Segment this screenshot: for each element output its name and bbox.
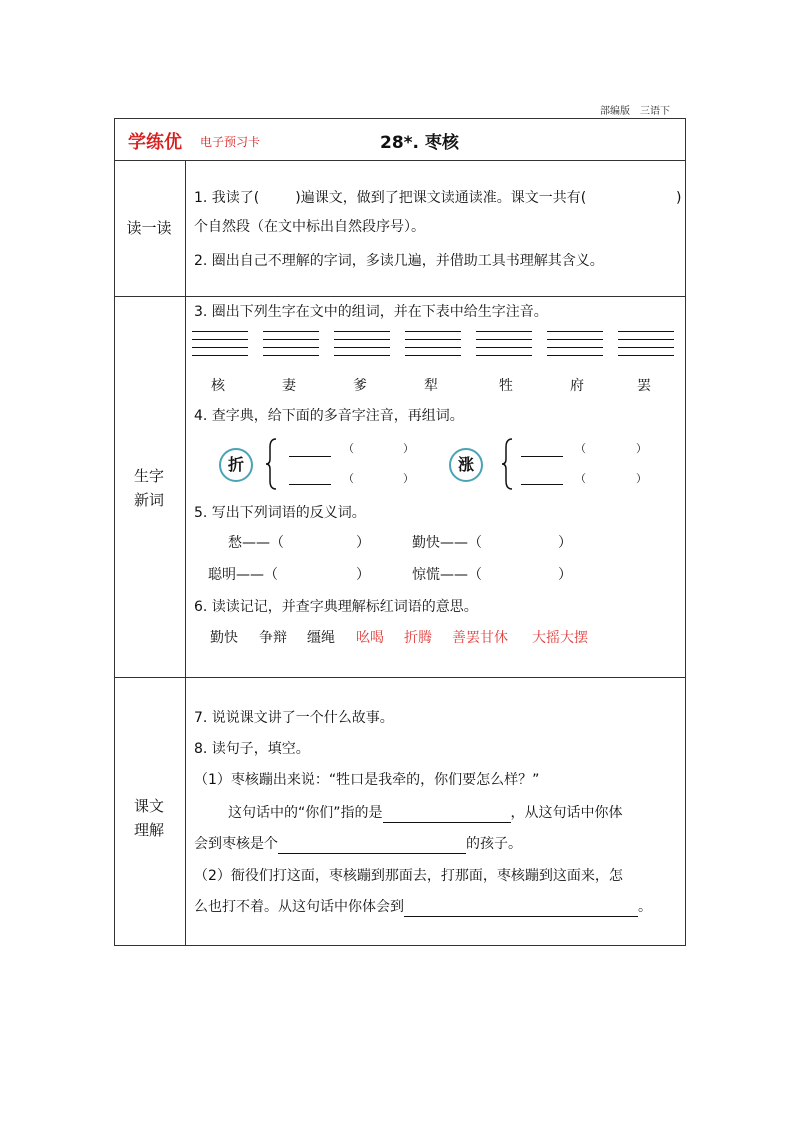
new-char: 爹: [353, 378, 367, 394]
divider: [114, 296, 686, 297]
answer-blank[interactable]: [383, 806, 511, 823]
q8-s2-line2: [194, 897, 652, 917]
vocab-word: 争辩: [259, 630, 287, 646]
vocab-word: 缰绳: [307, 630, 335, 646]
antonym-close: ）: [356, 567, 370, 583]
pinyin-blank: [521, 456, 563, 457]
new-char: 府: [570, 378, 584, 394]
q1-line1: [194, 188, 586, 208]
pinyin-lines: [263, 331, 319, 363]
pinyin-lines: [618, 331, 674, 363]
divider: [114, 160, 686, 161]
antonym-item: 愁——（: [228, 535, 284, 551]
polyphone-char-circle: 涨: [449, 448, 483, 482]
pinyin-lines: [192, 331, 248, 363]
pinyin-blank: [521, 484, 563, 485]
brand-subtitle: 电子预习卡: [200, 135, 261, 149]
q6-prompt: 6. 读读记记，并查字典理解标红词语的意思。: [194, 599, 478, 615]
q1-line2: 个自然段（在文中标出自然段序号）。: [194, 219, 425, 235]
section-read-label: 读一读: [126, 219, 172, 237]
pinyin-lines: [476, 331, 532, 363]
antonym-close: ）: [356, 535, 370, 551]
vocab-word-red: 大摇大摆: [532, 630, 588, 646]
paren-close: ）: [403, 472, 414, 485]
edition-label: 部编版 三语下: [600, 106, 670, 117]
new-char: 妻: [282, 378, 296, 394]
antonym-close: ）: [558, 567, 572, 583]
q8-s1-line2: [194, 834, 522, 854]
brand-logo: 学练优: [128, 132, 182, 153]
q8-s1-text-c: 会到枣核是个: [194, 836, 278, 852]
q8-s2-text-c: 。: [638, 899, 652, 915]
q1-close-paren: ): [676, 190, 682, 206]
section-understand-text: 课文理解: [133, 797, 164, 839]
left-brace-icon: [264, 437, 278, 491]
pinyin-blank: [289, 484, 331, 485]
paren-close: ）: [403, 442, 414, 455]
antonym-item: 勤快——（: [412, 535, 482, 551]
q3-prompt: 3. 圈出下列生字在文中的组词，并在下表中给生字注音。: [194, 304, 548, 320]
vocab-word: 勤快: [210, 630, 238, 646]
new-char: 核: [211, 378, 225, 394]
paren-open: （: [575, 472, 586, 485]
vocab-word-red: 折腾: [404, 630, 432, 646]
section-new-words-text: 生字新词: [133, 467, 164, 509]
section-understand-label: [114, 794, 184, 842]
divider: [185, 160, 186, 946]
q8-sentence-1: （1）枣核蹦出来说：“牲口是我牵的，你们要怎么样？”: [194, 772, 540, 788]
q8-s1-text-a: 这句话中的“你们”指的是: [228, 805, 383, 821]
lesson-title: 28*. 枣核: [380, 133, 459, 153]
answer-blank[interactable]: [278, 837, 466, 854]
polyphone-char-circle: 折: [219, 448, 253, 482]
new-char: 犁: [424, 378, 438, 394]
q2-text: 2. 圈出自己不理解的字词，多读几遍，并借助工具书理解其含义。: [194, 253, 604, 269]
q8-s1-line1: [228, 803, 623, 823]
q8-s1-text-d: 的孩子。: [466, 836, 522, 852]
paren-close: ）: [636, 442, 647, 455]
new-char: 牲: [499, 378, 513, 394]
q8-s1-text-b: ，从这句话中你体: [510, 805, 623, 821]
antonym-close: ）: [558, 535, 572, 551]
answer-blank[interactable]: [404, 900, 638, 917]
new-char: 罢: [637, 378, 651, 394]
q5-prompt: 5. 写出下列词语的反义词。: [194, 505, 366, 521]
vocab-word-red: 吆喝: [356, 630, 384, 646]
divider: [114, 677, 686, 678]
pinyin-blank: [289, 456, 331, 457]
q4-prompt: 4. 查字典，给下面的多音字注音，再组词。: [194, 408, 464, 424]
paren-close: ）: [636, 472, 647, 485]
pinyin-lines: [405, 331, 461, 363]
pinyin-lines: [334, 331, 390, 363]
q1-text-a: 1. 我读了(: [194, 190, 260, 206]
pinyin-lines: [547, 331, 603, 363]
paren-open: （: [575, 442, 586, 455]
q8-sentence-2: （2）衙役们打这面，枣核蹦到那面去，打那面，枣核蹦到这面来，怎: [194, 868, 623, 884]
q7-prompt: 7. 说说课文讲了一个什么故事。: [194, 710, 394, 726]
paren-open: （: [343, 442, 354, 455]
q8-prompt: 8. 读句子，填空。: [194, 741, 310, 757]
left-brace-icon: [500, 437, 514, 491]
vocab-word-red: 善罢甘休: [452, 630, 508, 646]
section-new-words-label: [114, 464, 184, 512]
paren-open: （: [343, 472, 354, 485]
antonym-item: 惊慌——（: [412, 567, 482, 583]
q8-s2-text-b: 么也打不着。从这句话中你体会到: [194, 899, 404, 915]
antonym-item: 聪明——（: [208, 567, 278, 583]
q1-text-b: )遍课文，做到了把课文读通读准。课文一共有(: [295, 190, 587, 206]
